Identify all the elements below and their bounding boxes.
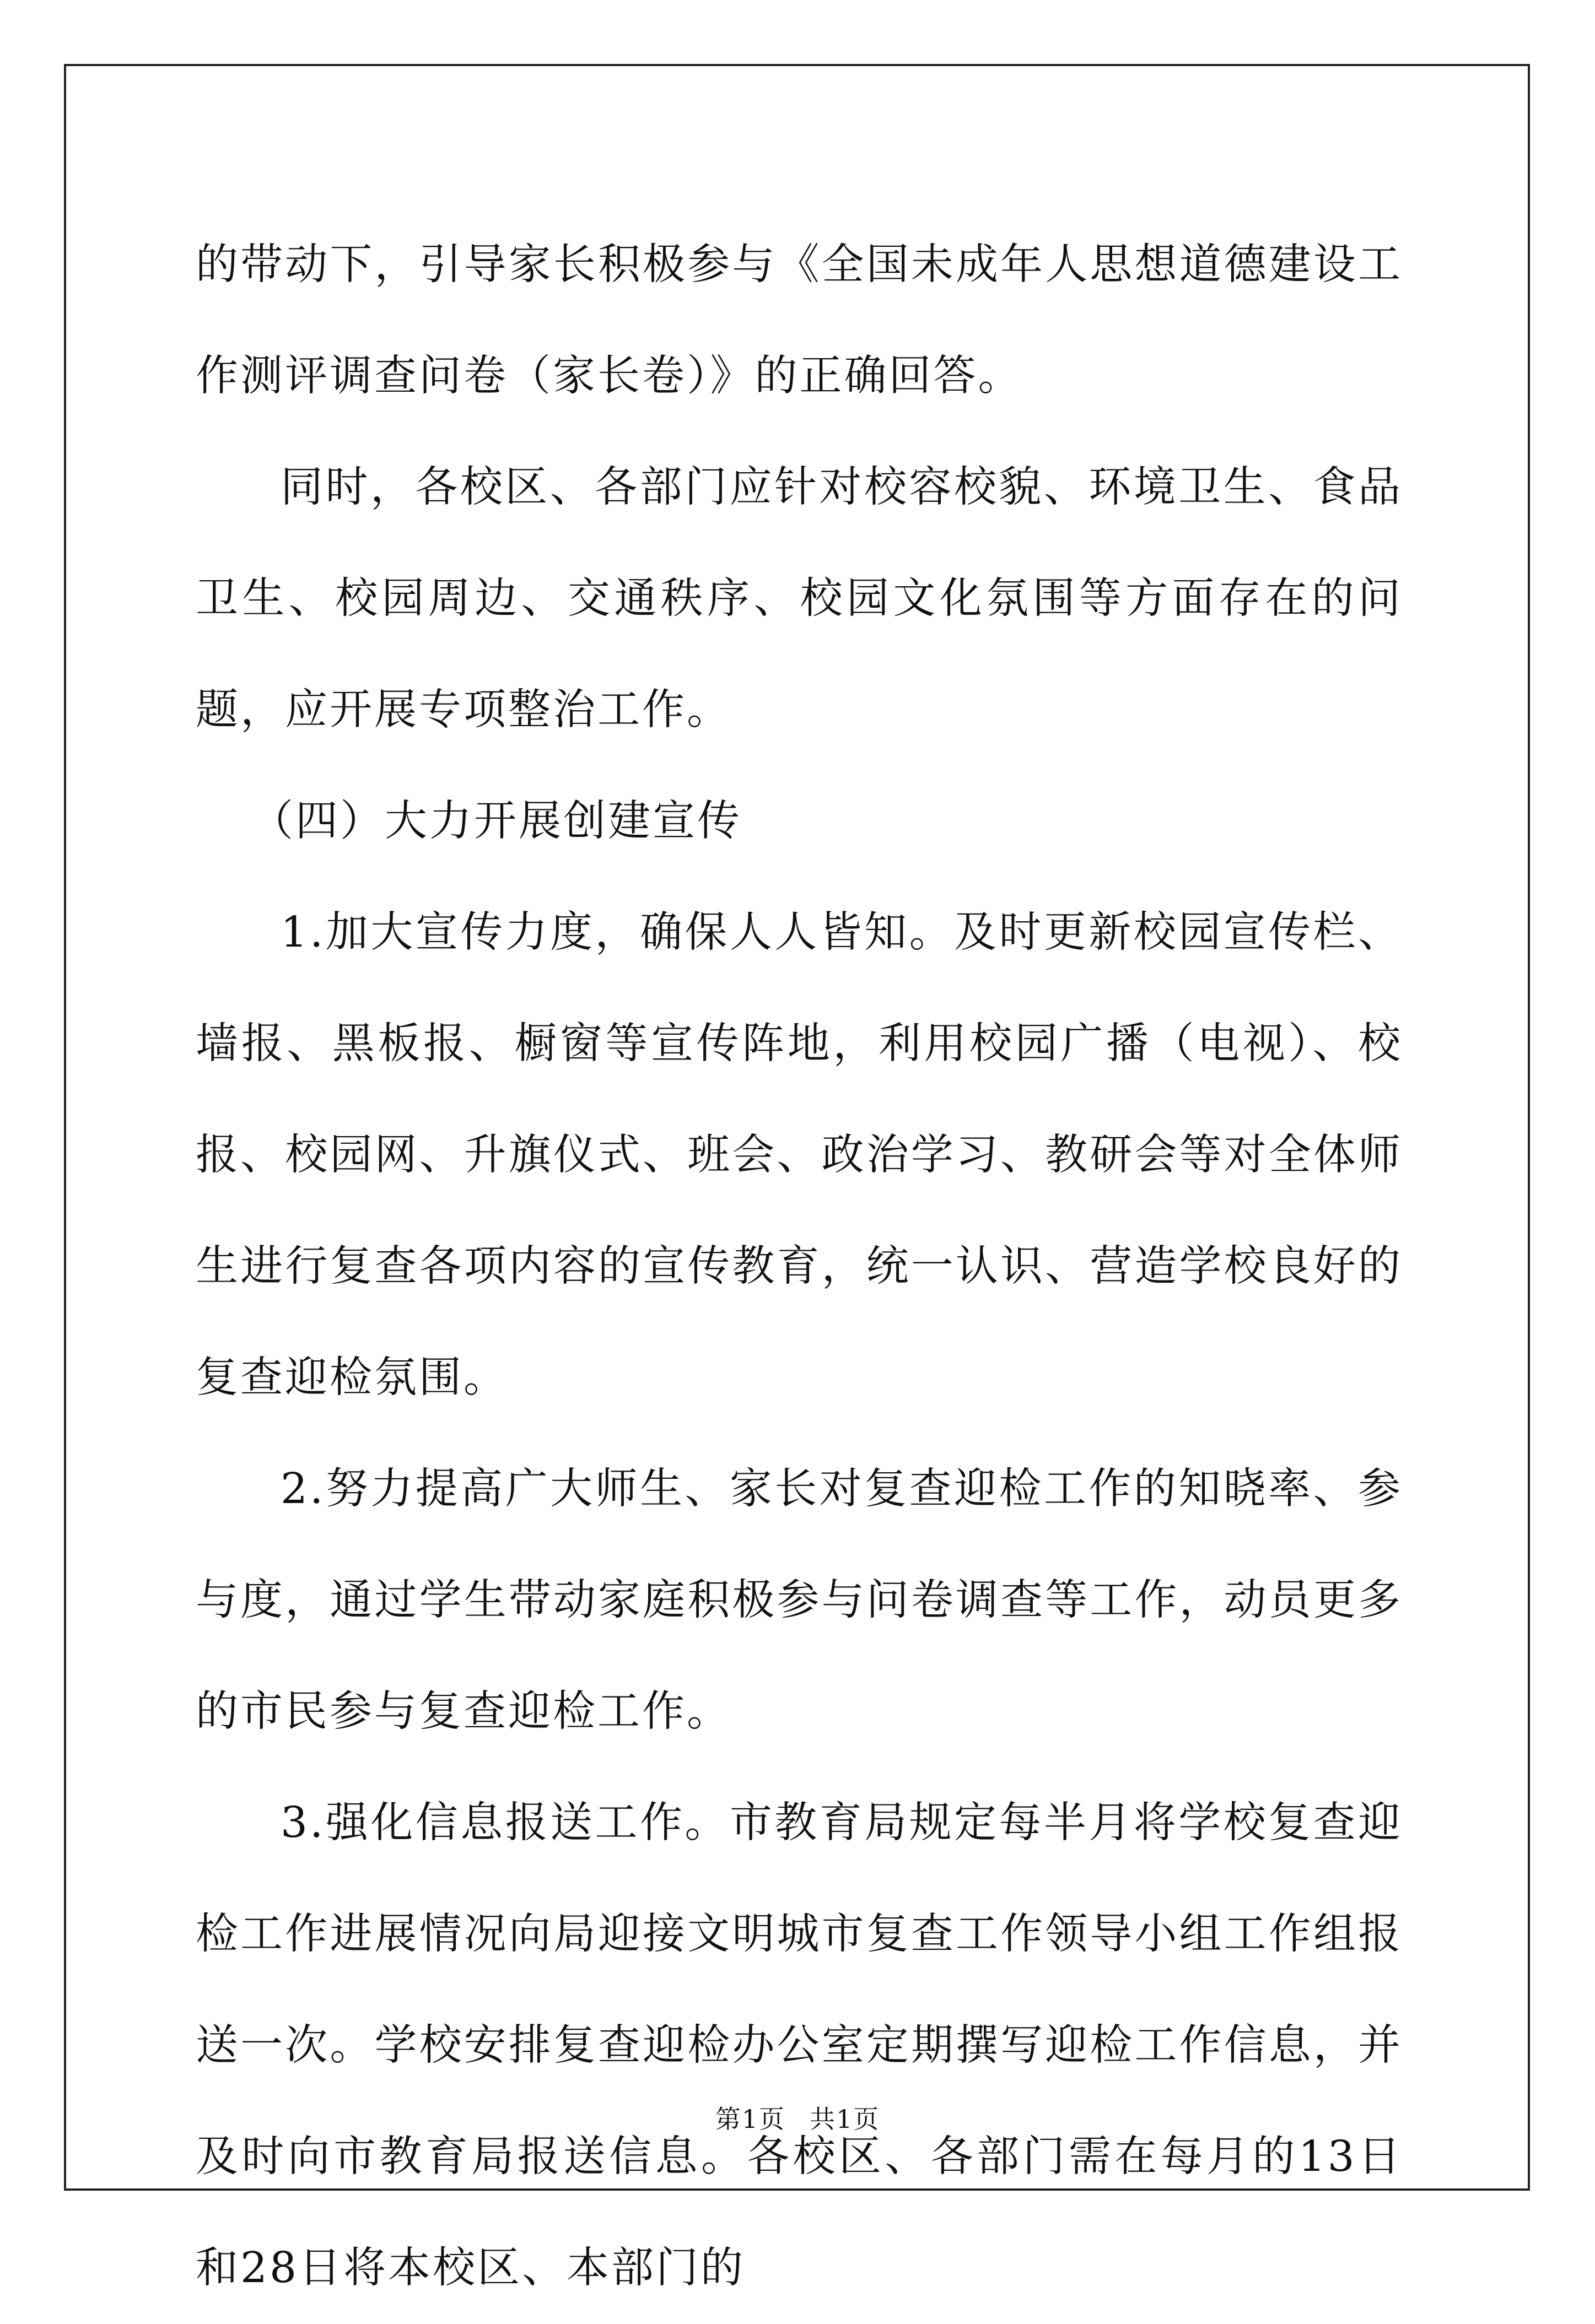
paragraph-continuation: 的带动下，引导家长积极参与《全国未成年人思想道德建设工作测评调查问卷（家长卷）》的正确回答。 — [196, 240, 1403, 401]
section-heading: （四）大力开展创建宣传 — [251, 797, 742, 846]
paragraph-item-2: 2.努力提高广大师生、家长对复查迎检工作的知晓率、参与度，通过学生带动家庭积极参与问卷调查等工作，动员更多的市民参与复查迎检工作。 — [196, 1464, 1403, 1736]
paragraph-rectification: 同时，各校区、各部门应针对校容校貌、环境卫生、食品卫生、校园周边、交通秩序、校园文化氛围等方面存在的问题，应开展专项整治工作。 — [196, 463, 1403, 734]
page-footer — [0, 2099, 1595, 2136]
page-number-total: 共1页 — [810, 2104, 880, 2134]
page-number-current: 第1页 — [715, 2104, 785, 2134]
document-body — [196, 209, 1403, 2324]
paragraph-item-1: 1.加大宣传力度，确保人人皆知。及时更新校园宣传栏、墙报、黑板报、橱窗等宣传阵地，利用校园广播（电视）、校报、校园网、升旗仪式、班会、政治学习、教研会等对全体师生进行复查各项内容的宣传教育，统一认识、营造学校良好的复查迎检氛围。 — [196, 908, 1403, 1402]
paragraph-item-3: 3.强化信息报送工作。市教育局规定每半月将学校复查迎检工作进展情况向局迎接文明城市复查工作领导小组工作组报送一次。学校安排复查迎检办公室定期撰写迎检工作信息，并及时向市教育局报送信息。各校区、各部门需在每月的13日和28日将本校区、本部门的 — [196, 1798, 1403, 2293]
